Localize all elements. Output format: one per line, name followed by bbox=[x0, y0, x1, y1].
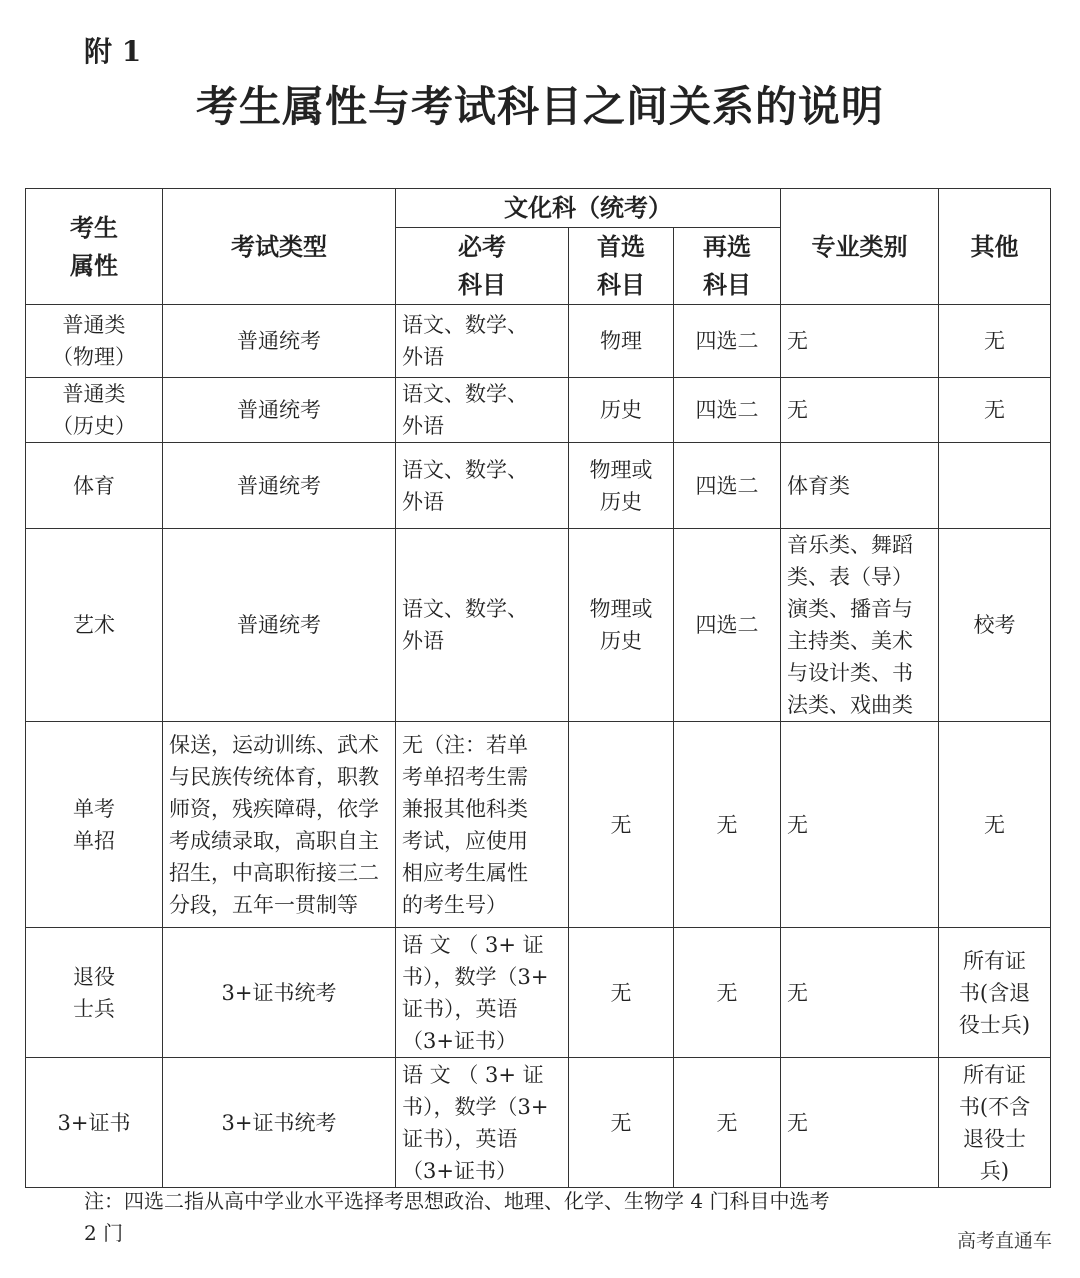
watermark: 高考直通车 bbox=[956, 1230, 1052, 1252]
cell-other: 无 bbox=[939, 305, 1051, 378]
cell-first-choice: 物理或 历史 bbox=[569, 443, 674, 529]
cell-first-choice: 无 bbox=[569, 1058, 674, 1188]
cell-second-choice: 四选二 bbox=[674, 378, 781, 443]
cell-required: 语文、数学、 外语 bbox=[396, 529, 569, 722]
cell-attribute: 3+证书 bbox=[26, 1058, 163, 1188]
cell-attribute: 单考 单招 bbox=[26, 722, 163, 928]
cell-attribute: 艺术 bbox=[26, 529, 163, 722]
cell-major-category: 体育类 bbox=[781, 443, 939, 529]
cell-second-choice: 无 bbox=[674, 928, 781, 1058]
cell-exam-type: 普通统考 bbox=[163, 378, 396, 443]
header-required: 必考 科目 bbox=[396, 228, 569, 305]
cell-exam-type: 3+证书统考 bbox=[163, 928, 396, 1058]
cell-exam-type: 3+证书统考 bbox=[163, 1058, 396, 1188]
cell-exam-type: 普通统考 bbox=[163, 443, 396, 529]
table-row bbox=[26, 378, 1051, 443]
cell-required: 语文、数学、 外语 bbox=[396, 443, 569, 529]
cell-required: 语 文 （ 3+ 证 书），数学（3+ 证书），英语 （3+证书） bbox=[396, 928, 569, 1058]
cell-exam-type: 普通统考 bbox=[163, 529, 396, 722]
table-row bbox=[26, 928, 1051, 1058]
cell-attribute: 普通类 （物理） bbox=[26, 305, 163, 378]
cell-second-choice: 四选二 bbox=[674, 443, 781, 529]
cell-exam-type: 保送，运动训练、武术 与民族传统体育，职教 师资，残疾障碍，依学 考成绩录取，高职自主 招生，中高职衔接三二 分段，五年一贯制等 bbox=[163, 722, 396, 928]
header-exam-type: 考试类型 bbox=[163, 189, 396, 305]
table-row bbox=[26, 529, 1051, 722]
cell-other: 无 bbox=[939, 722, 1051, 928]
header-first-choice: 首选 科目 bbox=[569, 228, 674, 305]
table-row bbox=[26, 1058, 1051, 1188]
cell-major-category: 无 bbox=[781, 378, 939, 443]
table-row bbox=[26, 305, 1051, 378]
cell-other: 所有证 书(不含 退役士 兵) bbox=[939, 1058, 1051, 1188]
header-second-choice: 再选 科目 bbox=[674, 228, 781, 305]
table-row bbox=[26, 722, 1051, 928]
cell-first-choice: 物理或 历史 bbox=[569, 529, 674, 722]
header-major-category: 专业类别 bbox=[781, 189, 939, 305]
subject-relation-table bbox=[25, 188, 1051, 1188]
cell-other bbox=[939, 443, 1051, 529]
cell-major-category: 音乐类、舞蹈 类、表（导） 演类、播音与 主持类、美术 与设计类、书 法类、戏曲类 bbox=[781, 529, 939, 722]
cell-first-choice: 历史 bbox=[569, 378, 674, 443]
cell-required: 语 文 （ 3+ 证 书），数学（3+ 证书），英语 （3+证书） bbox=[396, 1058, 569, 1188]
cell-major-category: 无 bbox=[781, 928, 939, 1058]
cell-second-choice: 四选二 bbox=[674, 305, 781, 378]
cell-other: 无 bbox=[939, 378, 1051, 443]
cell-exam-type: 普通统考 bbox=[163, 305, 396, 378]
cell-major-category: 无 bbox=[781, 722, 939, 928]
cell-first-choice: 物理 bbox=[569, 305, 674, 378]
cell-other: 所有证 书(含退 役士兵) bbox=[939, 928, 1051, 1058]
cell-second-choice: 四选二 bbox=[674, 529, 781, 722]
cell-first-choice: 无 bbox=[569, 722, 674, 928]
cell-other: 校考 bbox=[939, 529, 1051, 722]
header-culture-group: 文化科（统考） bbox=[396, 189, 781, 228]
cell-first-choice: 无 bbox=[569, 928, 674, 1058]
table-row bbox=[26, 443, 1051, 529]
appendix-label: 附 1 bbox=[84, 35, 142, 68]
cell-required: 语文、数学、 外语 bbox=[396, 305, 569, 378]
footnote: 注：四选二指从高中学业水平选择考思想政治、地理、化学、生物学 4 门科目中选考 2 门 bbox=[84, 1189, 830, 1245]
cell-second-choice: 无 bbox=[674, 722, 781, 928]
cell-attribute: 体育 bbox=[26, 443, 163, 529]
cell-attribute: 退役 士兵 bbox=[26, 928, 163, 1058]
cell-major-category: 无 bbox=[781, 305, 939, 378]
cell-required: 语文、数学、 外语 bbox=[396, 378, 569, 443]
document-title: 考生属性与考试科目之间关系的说明 bbox=[195, 82, 884, 131]
cell-major-category: 无 bbox=[781, 1058, 939, 1188]
cell-required: 无（注：若单 考单招考生需 兼报其他科类 考试，应使用 相应考生属性 的考生号） bbox=[396, 722, 569, 928]
header-attribute: 考生 属性 bbox=[26, 189, 163, 305]
cell-attribute: 普通类 （历史） bbox=[26, 378, 163, 443]
cell-second-choice: 无 bbox=[674, 1058, 781, 1188]
header-other: 其他 bbox=[939, 189, 1051, 305]
